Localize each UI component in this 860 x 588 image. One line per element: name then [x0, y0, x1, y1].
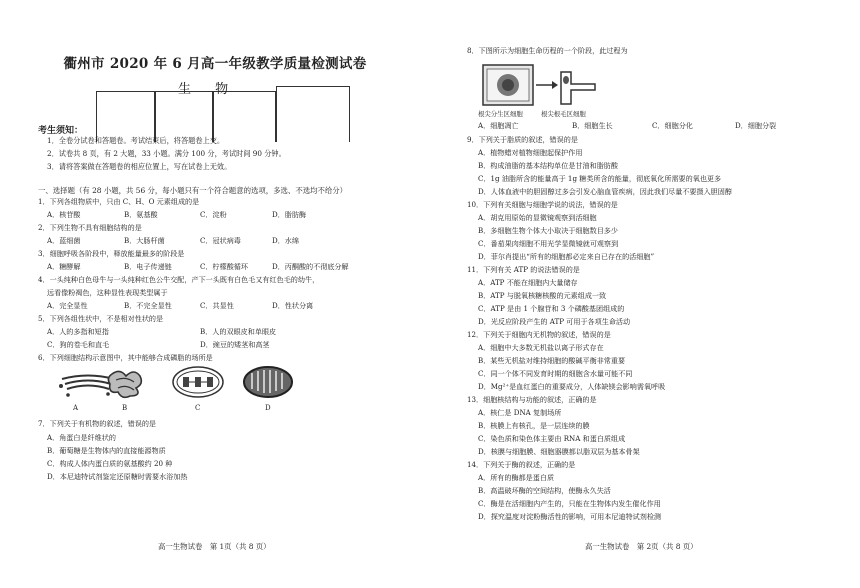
figure-label: D: [265, 404, 271, 412]
option: A．胡克用原始的显微镜观察到活细胞: [478, 213, 597, 222]
option: C．构成人体内蛋白质的氨基酸约 20 种: [47, 459, 173, 468]
page-footer: 高一生物试卷 第 1页（共 8 页）: [158, 542, 271, 551]
option: B．人的双眼皮和单眼皮: [200, 327, 277, 336]
question-stem: 11．下列有关 ATP 的说法错误的是: [467, 265, 580, 274]
option: B．电子传递链: [124, 262, 172, 271]
option: D．人体血液中的胆固醇过多会引发心脑血管疾病，因此我们尽量不要摄入胆固醇: [478, 187, 732, 196]
option: A．蓝细菌: [47, 236, 81, 245]
seal-box: [96, 91, 156, 142]
option: A．细胞凋亡: [478, 121, 519, 130]
option: A．ATP 不能在细胞内大量储存: [478, 278, 578, 287]
option: C．同一个体不同发育时期的细胞含水量可能不同: [478, 369, 633, 378]
option: C．柠檬酸循环: [200, 262, 248, 271]
er-figure: [106, 366, 146, 400]
option: C．淀粉: [200, 210, 227, 219]
notice-item: 3．请将答案做在答题卷的相应位置上，写在试卷上无效。: [47, 162, 232, 171]
seal-box: [212, 91, 276, 142]
figure-label: A: [73, 404, 79, 412]
question-stem: 4．一头纯种白色母牛与一头纯种红色公牛交配，产下一头既有白色毛又有红色毛的幼牛，: [38, 275, 320, 284]
option: D．Mg²⁺是血红蛋白的重要成分，人体缺镁会影响需氧呼吸: [478, 382, 666, 391]
option: D．脂肪酶: [272, 210, 307, 219]
question-stem: 7．下列关于有机物的叙述，错误的是: [38, 419, 157, 428]
option: B．氨基酸: [124, 210, 158, 219]
question-stem: 1．下列各组物质中，只由 C、H、O 元素组成的是: [38, 197, 200, 206]
option: C．共显性: [200, 301, 234, 310]
option: B．高温破坏酶的空间结构，使酶永久失活: [478, 486, 611, 495]
chloroplast-figure: [171, 365, 225, 399]
meristem-cell-figure: [482, 64, 534, 106]
figure-label: 根尖分生区细胞: [478, 110, 523, 118]
option: A．核仁是 DNA 复制场所: [478, 408, 562, 417]
option: C．ATP 是由 1 个腺苷和 3 个磷酸基团组成的: [478, 304, 625, 313]
seal-box: [154, 91, 214, 142]
option: C．番茄果肉细胞不用光学显微镜就可观察到: [478, 239, 619, 248]
root-hair-cell-figure: [557, 66, 597, 106]
mitochondrion-figure: [242, 365, 294, 399]
option: B．ATP 与脱氧核糖核酸的元素组成一致: [478, 291, 607, 300]
option: D．菲尔肖提出“所有的细胞都必定来自已存在的活细胞”: [478, 252, 655, 261]
option: D．细胞分裂: [735, 121, 777, 130]
option: C．酶是在活细胞内产生的，只能在生物体内发生催化作用: [478, 499, 661, 508]
question-stem-cont: 远看像粉褐色，这种显性表现类型属于: [47, 288, 168, 297]
option: D．丙酮酸的不彻底分解: [272, 262, 349, 271]
option: C．狗的卷毛和直毛: [47, 340, 110, 349]
option: C．冠状病毒: [200, 236, 241, 245]
question-stem: 9．下列关于脂质的叙述，错误的是: [467, 135, 578, 144]
option: C．细胞分化: [652, 121, 693, 130]
option: D．核膜与细胞膜、细胞器膜都以脂双层为基本骨架: [478, 447, 640, 456]
notice-item: 1．全卷分试卷和答题卷。考试结束后，将答题卷上交。: [47, 136, 225, 145]
option: A．人的多指和短指: [47, 327, 109, 336]
question-stem: 10．下列有关细胞与细胞学说的说法，错误的是: [467, 200, 618, 209]
option: A．细胞中大多数无机盐以离子形式存在: [478, 343, 604, 352]
option: D．本尼迪特试剂鉴定还原糖时需要水浴加热: [47, 472, 188, 481]
exam-title: 衢州市 2020 年 6 月高一年级教学质量检测试卷: [63, 56, 367, 72]
option: A．角蛋白是纤维状的: [47, 433, 116, 442]
notice-item: 2．试卷共 8 页，有 2 大题，33 小题。满分 100 分，考试时间 90 分钟。: [47, 149, 286, 158]
question-stem: 6．下列细胞结构示意图中，其中能够合成磷脂的场所是: [38, 353, 213, 362]
option: A．完全显性: [47, 301, 88, 310]
option: D．性状分离: [272, 301, 314, 310]
question-stem: 8．下图所示为细胞生命历程的一个阶段，此过程为: [467, 46, 628, 55]
option: A．植物蜡对植物细胞起保护作用: [478, 148, 583, 157]
question-stem: 3．细胞呼吸各阶段中，释放能量最多的阶段是: [38, 249, 185, 258]
option: B．多细胞生物个体大小取决于细胞数目多少: [478, 226, 618, 235]
option: D．水绵: [272, 236, 299, 245]
right-page: [430, 0, 860, 588]
option: D．光反应阶段产生的 ATP 可用于各项生命活动: [478, 317, 631, 326]
question-stem: 14．下列关于酶的叙述，正确的是: [467, 460, 576, 469]
option: B．核膜上有核孔，是一层连续的膜: [478, 421, 590, 430]
section-heading: 一、选择题（有 28 小题，共 56 分，每小题只有一个符合题意的选项，多选、不选均不给分）: [38, 186, 348, 195]
option: A．糖酵解: [47, 262, 81, 271]
option: B．某些无机盐对维持细胞的酸碱平衡非常重要: [478, 356, 626, 365]
figure-label: C: [195, 404, 201, 412]
option: D．探究温度对淀粉酶活性的影响，可用本尼迪特试剂检测: [478, 512, 662, 521]
figure-label: 根尖根毛区细胞: [541, 110, 586, 118]
question-stem: 13．细胞核结构与功能的叙述，正确的是: [467, 395, 597, 404]
option: C．染色质和染色体主要由 RNA 和蛋白质组成: [478, 434, 626, 443]
notice-heading: 考生须知：: [38, 126, 84, 136]
option: B．大肠杆菌: [124, 236, 165, 245]
page-footer: 高一生物试卷 第 2页（共 8 页）: [585, 542, 698, 551]
question-stem: 2．下列生物不具有细胞结构的是: [38, 223, 142, 232]
arrow-icon: [536, 80, 560, 90]
seal-box: [276, 86, 350, 142]
option: B．构成油脂的基本结构单位是甘油和脂肪酸: [478, 161, 618, 170]
option: A．所有的酶都是蛋白质: [478, 473, 555, 482]
option: D．豌豆的矮茎和高茎: [200, 340, 270, 349]
option: B．葡萄糖是生物体内的直接能源物质: [47, 446, 166, 455]
subject-title: 生 物: [178, 82, 239, 97]
question-stem: 5．下列各组性状中，不是相对性状的是: [38, 314, 164, 323]
question-stem: 12．下列关于细胞内无机物的叙述，错误的是: [467, 330, 611, 339]
option: B．不完全显性: [124, 301, 172, 310]
option: A．核苷酸: [47, 210, 81, 219]
option: B．细胞生长: [572, 121, 613, 130]
option: C．1g 油脂所含的能量高于 1g 糖类所含的能量，彻底氧化所需要的氧也更多: [478, 174, 722, 183]
figure-label: B: [122, 404, 128, 412]
